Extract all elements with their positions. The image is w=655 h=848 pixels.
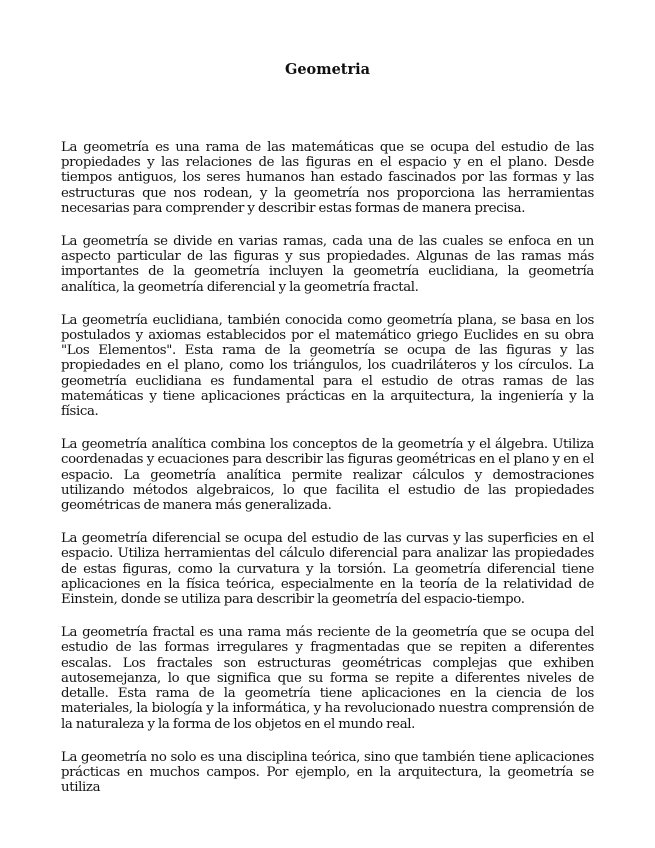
paragraph-fractal: La geometría fractal es una rama más reciente de la geometría que se ocupa del estudio de las formas irregulares y fragmentadas que se repiten a diferentes escalas. Los fractales son estructuras geométricas complejas que exhiben autosemejanza, lo que significa que su forma se repite a diferentes niveles de detalle. Esta rama de la geometría tiene aplicaciones en la ciencia de los materiales, la biología y la informática, y ha revolucionado nuestra comprensión de la naturaleza y la forma de los objetos en el mundo real. (61, 625, 594, 732)
document-body (61, 140, 594, 813)
paragraph-differential: La geometría diferencial se ocupa del estudio de las curvas y las superficies en el espacio. Utiliza herramientas del cálculo diferencial para analizar las propiedades de estas figuras, como la curvatura y la torsión. La geometría diferencial tiene aplicaciones en la física teórica, especialmente en la teoría de la relatividad de Einstein, donde se utiliza para describir la geometría del espacio-tiempo. (61, 531, 594, 608)
paragraph-euclidean: La geometría euclidiana, también conocida como geometría plana, se basa en los postulados y axiomas establecidos por el matemático griego Euclides en su obra "Los Elementos". Esta rama de la geometría se ocupa de las figuras y las propiedades en el plano, como los triángulos, los cuadriláteros y los círculos. La geometría euclidiana es fundamental para el estudio de otras ramas de las matemáticas y tiene aplicaciones prácticas en la arquitectura, la ingeniería y la física. (61, 312, 594, 420)
paragraph-branches: La geometría se divide en varias ramas, cada una de las cuales se enfoca en un aspecto particular de las figuras y sus propiedades. Algunas de las ramas más importantes de la geometría incluyen la geometría euclidiana, la geometría analítica, la geometría diferencial y la geometría fractal. (61, 234, 594, 295)
paragraph-analytic: La geometría analítica combina los conceptos de la geometría y el álgebra. Utiliza coordenadas y ecuaciones para describir las figuras geométricas en el plano y en el espacio. La geometría analítica permite realizar cálculos y demostraciones utilizando métodos algebraicos, lo que facilita el estudio de las propiedades geométricas de manera más generalizada. (61, 437, 594, 514)
paragraph-intro: La geometría es una rama de las matemáticas que se ocupa del estudio de las propiedades y las relaciones de las figuras en el espacio y en el plano. Desde tiempos antiguos, los seres humanos han estado fascinados por las formas y las estructuras que nos rodean, y la geometría nos proporciona las herramientas necesarias para comprender y describir estas formas de manera precisa. (61, 140, 594, 216)
document-title: Geometria (284, 61, 371, 78)
paragraph-applications: La geometría no solo es una disciplina teórica, sino que también tiene aplicaciones prácticas en muchos campos. Por ejemplo, en la arquitectura, la geometría se utiliza (61, 749, 594, 796)
